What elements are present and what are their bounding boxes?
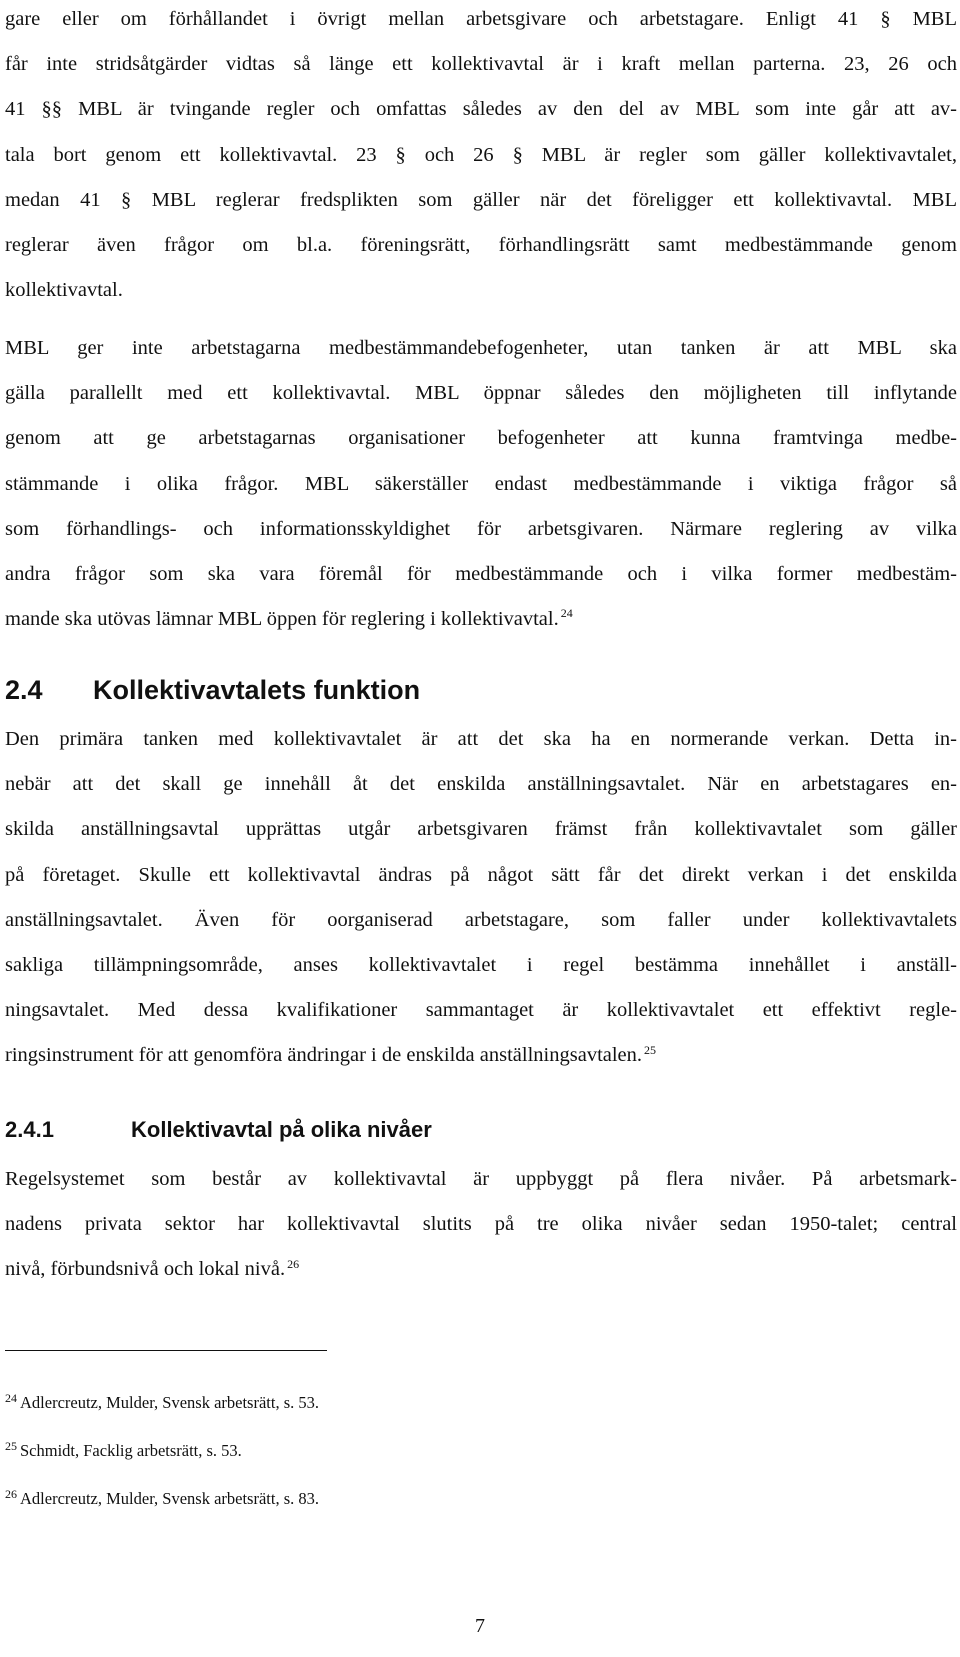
footnote-ref-26[interactable]: 26 [287, 1256, 300, 1271]
text-line: kollektivavtal. [5, 279, 123, 302]
text-line: sakliga tillämpningsområde, anses kollektivavtalet i regel bestämma innehållet i anställ- [5, 954, 957, 977]
text-line-content: nivå, förbundsnivå och lokal nivå. [5, 1258, 286, 1281]
subsection-number: 2.4.1 [5, 1117, 54, 1142]
page-number: 7 [475, 1615, 485, 1637]
text-line: nadens privata sektor har kollektivavtal slutits på tre olika nivåer sedan 1950-talet; central [5, 1213, 957, 1236]
section-title: Kollektivavtalets funktion [93, 675, 421, 705]
footnote-ref-24[interactable]: 24 [560, 606, 573, 621]
text-line: anställningsavtalet. Även för oorganiserad arbetstagare, som faller under kollektivavtalets [5, 908, 957, 931]
paragraph-1 [5, 0, 957, 313]
text-line: medan 41 § MBL reglerar fredsplikten som gäller när det föreligger ett kollektivavtal. MBL [5, 188, 957, 211]
footnote-text: Adlercreutz, Mulder, Svensk arbetsrätt, s. 83. [20, 1489, 320, 1508]
footnote-text: Schmidt, Facklig arbetsrätt, s. 53. [20, 1441, 242, 1460]
footnote-text: Adlercreutz, Mulder, Svensk arbetsrätt, s. 53. [20, 1393, 320, 1412]
text-line: Regelsystemet som består av kollektivavtal är uppbyggt på flera nivåer. På arbetsmark- [5, 1168, 957, 1190]
footnote-number: 24 [5, 1390, 17, 1405]
section-heading [5, 675, 420, 706]
text-line: MBL ger inte arbetstagarna medbestämmandebefogenheter, utan tanken är att MBL ska [5, 337, 957, 359]
text-line: Den primära tanken med kollektivavtalet är att det ska ha en normerande verkan. Detta in- [5, 728, 957, 750]
text-line: på företaget. Skulle ett kollektivavtal ändras på något sätt får det direkt verkan i det enskilda [5, 863, 957, 886]
footnote-24 [5, 1390, 320, 1413]
text-line: skilda anställningsavtal upprättas utgår arbetsgivaren främst från kollektivavtalet som gäller [5, 818, 957, 841]
footnote-25 [5, 1438, 242, 1461]
text-line: får inte stridsåtgärder vidtas så länge ett kollektivavtal är i kraft mellan parterna. 23, 26 och [5, 53, 957, 76]
text-line [5, 597, 957, 642]
text-line: stämmande i olika frågor. MBL säkerställer endast medbestämmande i viktiga frågor så [5, 472, 957, 495]
footnote-number: 25 [5, 1438, 17, 1453]
footnote-26 [5, 1486, 320, 1509]
paragraph-3 [5, 717, 957, 1079]
section-number: 2.4 [5, 675, 43, 705]
paragraph-2 [5, 326, 957, 642]
text-line: tala bort genom ett kollektivavtal. 23 § och 26 § MBL är regler som gäller kollektivavtalet, [5, 143, 957, 166]
footnote-divider [5, 1350, 327, 1351]
text-line: genom att ge arbetstagarnas organisationer befogenheter att kunna framtvinga medbe- [5, 427, 957, 450]
text-line: ningsavtalet. Med dessa kvalifikationer sammantaget är kollektivavtalet ett effektivt regle- [5, 999, 957, 1022]
footnote-number: 26 [5, 1486, 17, 1501]
footnote-ref-25[interactable]: 25 [644, 1042, 657, 1057]
text-line-content: mande ska utövas lämnar MBL öppen för reglering i kollektivavtal. [5, 608, 559, 631]
text-line: gare eller om förhållandet i övrigt mellan arbetsgivare och arbetstagare. Enligt 41 § MBL [5, 8, 957, 30]
text-line-content: ringsinstrument för att genomföra ändringar i de enskilda anställningsavtalen. [5, 1044, 643, 1067]
subsection-title: Kollektivavtal på olika nivåer [131, 1117, 432, 1142]
text-line [5, 1033, 957, 1078]
subsection-heading [5, 1117, 432, 1143]
text-line: 41 §§ MBL är tvingande regler och omfattas således av den del av MBL som inte går att av- [5, 98, 957, 121]
text-line: gälla parallellt med ett kollektivavtal. MBL öppnar således den möjligheten till inflytande [5, 382, 957, 405]
text-line [5, 1247, 957, 1292]
paragraph-4 [5, 1157, 957, 1293]
text-line: andra frågor som ska vara föremål för medbestämmande och i vilka former medbestäm- [5, 563, 957, 586]
text-line: nebär att det skall ge innehåll åt det enskilda anställningsavtalet. När en arbetstagares en- [5, 773, 957, 796]
text-line: reglerar även frågor om bl.a. föreningsrätt, förhandlingsrätt samt medbestämmande genom [5, 234, 957, 257]
text-line: som förhandlings- och informationsskyldighet för arbetsgivaren. Närmare reglering av vilka [5, 517, 957, 540]
